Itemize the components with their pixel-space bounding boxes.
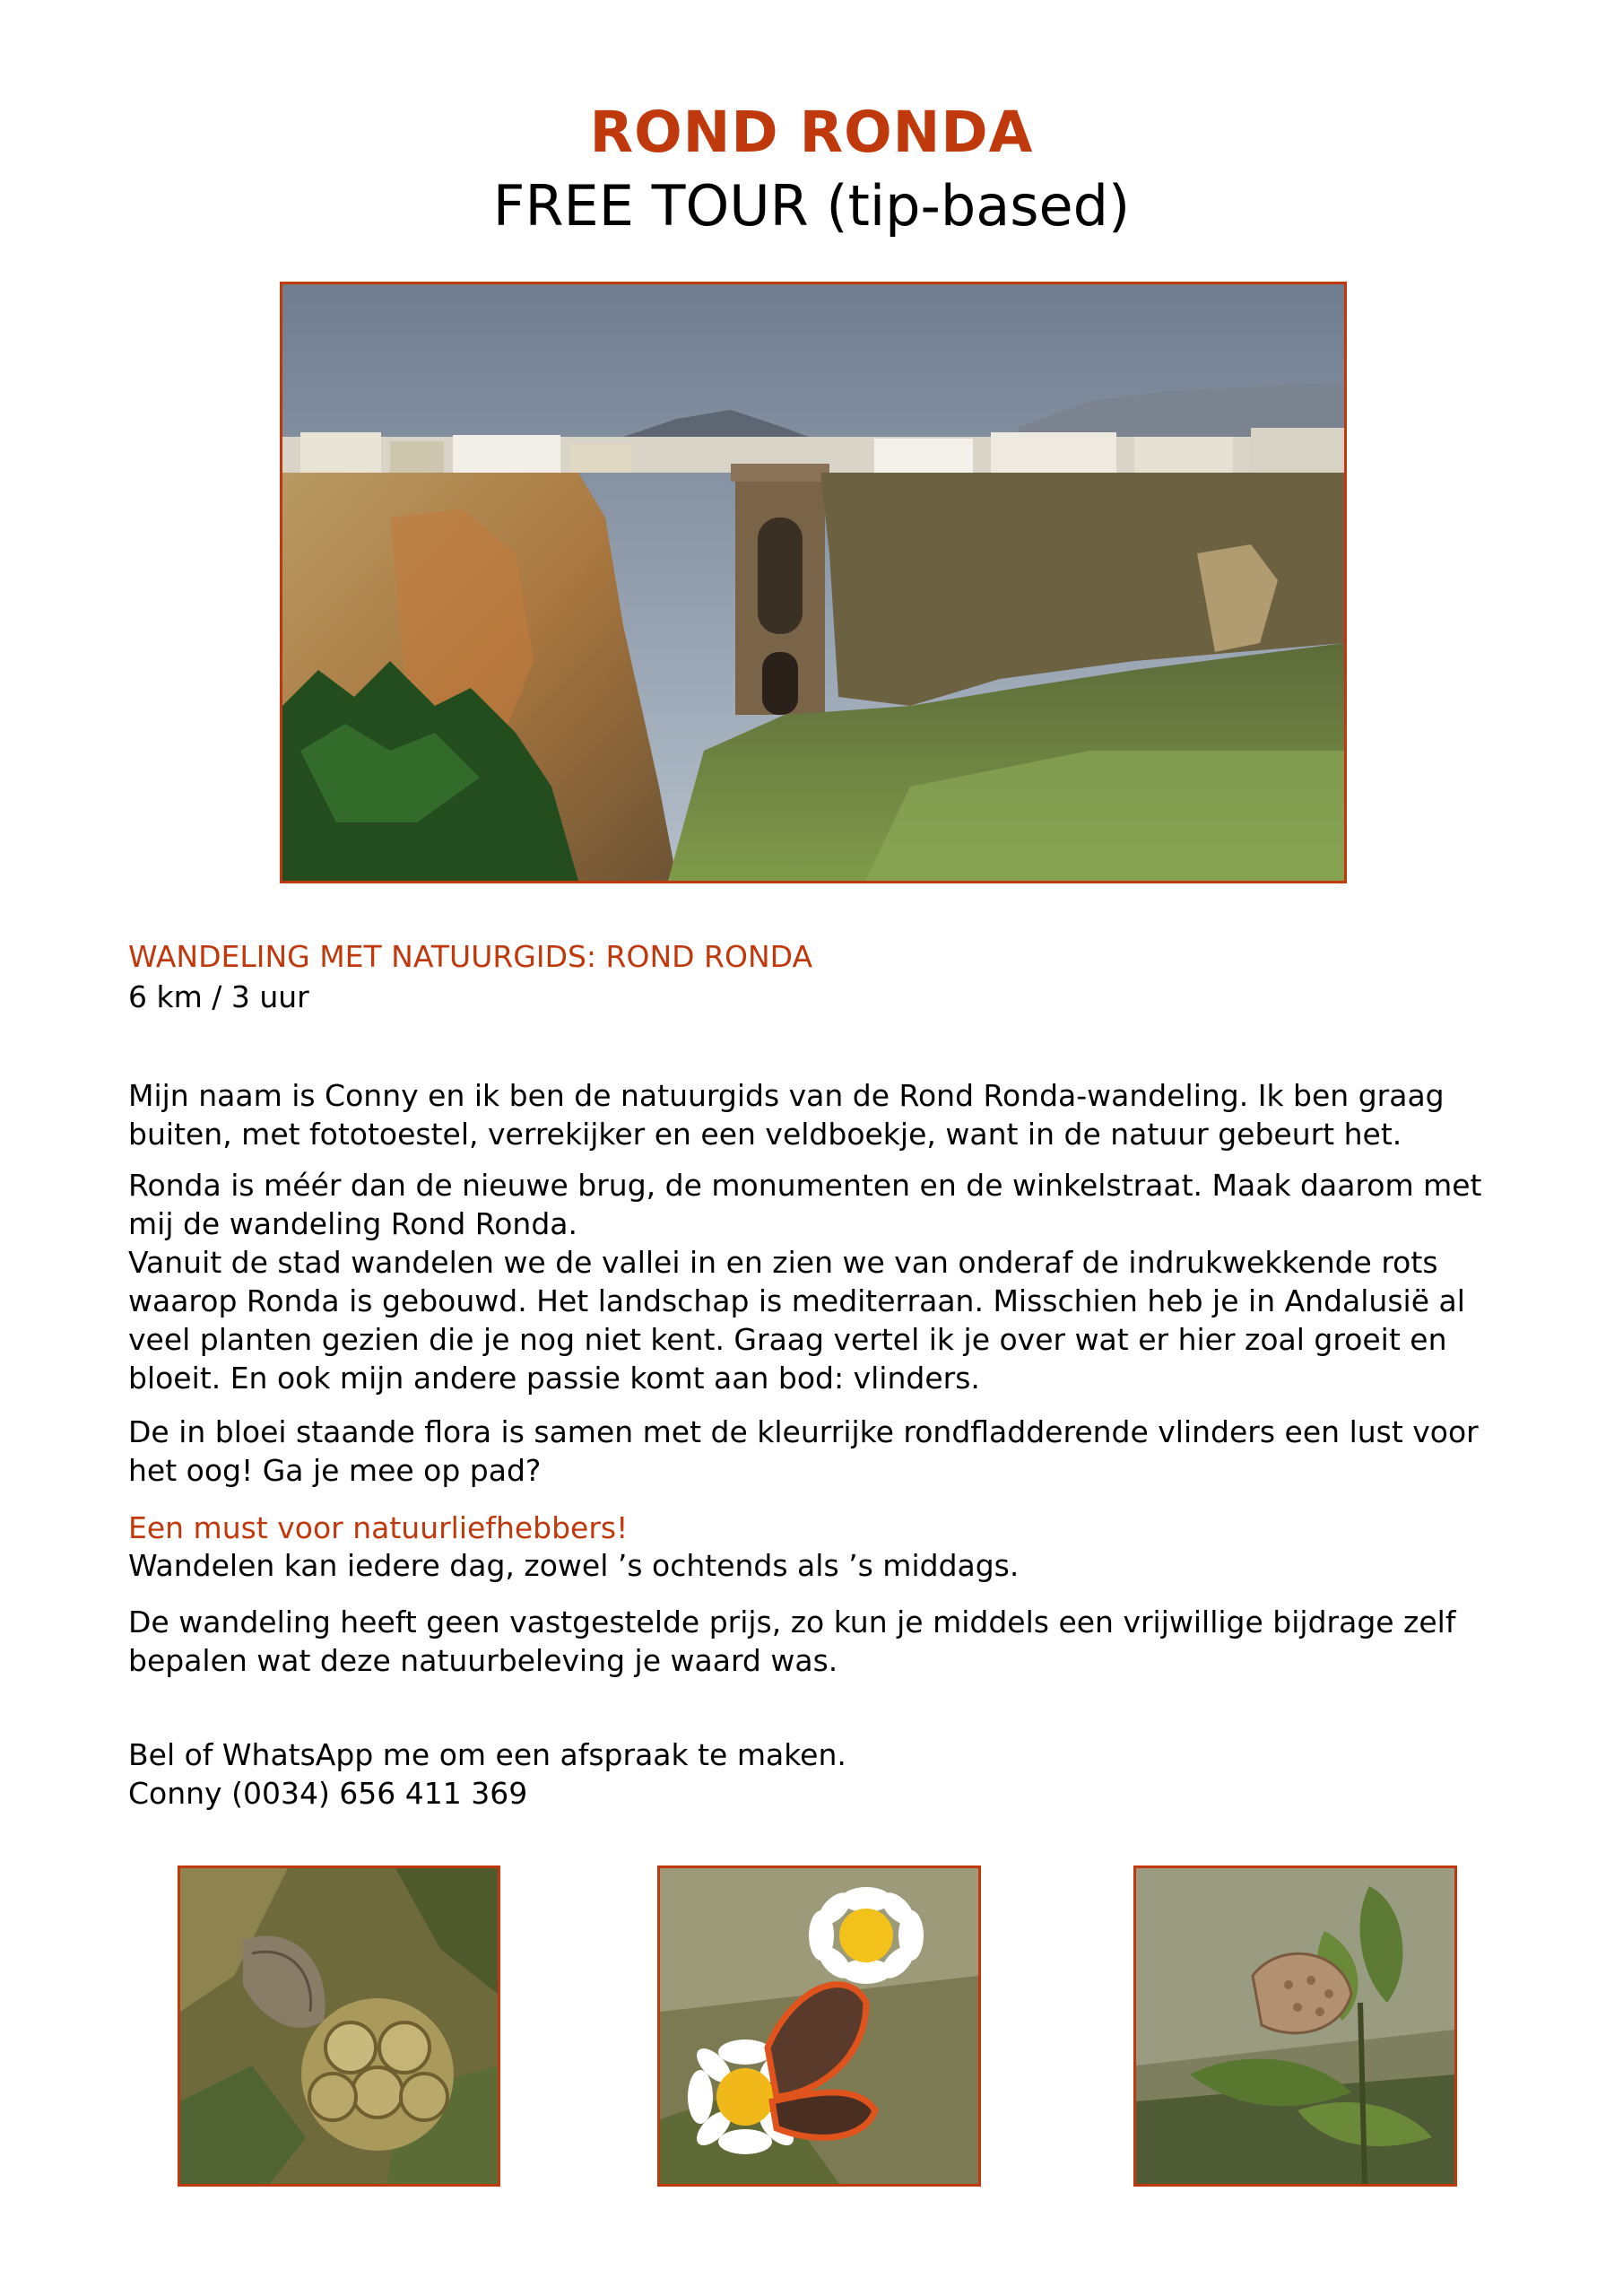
butterfly-photo-1 <box>178 1866 500 2187</box>
ronda-gorge-illustration <box>282 284 1344 881</box>
butterfly-on-seedhead-illustration <box>180 1868 498 2184</box>
butterfly-on-leaves-illustration <box>1136 1868 1454 2184</box>
contact-call-text: Bel of WhatsApp me om een afspraak te maken. <box>128 1737 846 1772</box>
highlight-text: Een must voor natuurliefhebbers! <box>128 1510 629 1545</box>
description-paragraph: Ronda is méér dan de nieuwe brug, de monumenten en de winkelstraat. Maak daarom met mij de wandeling Rond Ronda. Vanuit de stad wandelen we de vallei in en zien we van onderaf de indrukwekkende rots waarop Ronda is gebouwd. Het landschap is mediterraan. Misschien heb je in Andalusië al veel planten gezien die je nog niet kent. Graag vertel ik je over wat er hier zoal groeit en bloeit. En ook mijn andere passie komt aan bod: vlinders. <box>128 1168 1482 1396</box>
schedule-text: Wandelen kan iedere dag, zowel ’s ochtends als ’s middags. <box>128 1548 1020 1583</box>
butterfly-on-daisy-illustration <box>660 1868 978 2184</box>
butterfly-photo-3 <box>1133 1866 1457 2187</box>
price-paragraph: De wandeling heeft geen vastgestelde prijs, zo kun je middels een vrijwillige bijdrage zelf bepalen wat deze natuurbeleving je waard was. <box>128 1605 1456 1678</box>
page-subtitle: FREE TOUR (tip-based) <box>492 173 1131 239</box>
walk-distance: 6 km / 3 uur <box>128 979 309 1014</box>
page-title: ROND RONDA <box>589 100 1034 165</box>
butterfly-photo-2 <box>657 1866 981 2187</box>
contact-phone: Conny (0034) 656 411 369 <box>128 1776 528 1811</box>
flora-paragraph: De in bloei staande flora is samen met de kleurrijke rondfladderende vlinders een lust voor het oog! Ga je mee op pad? <box>128 1414 1479 1488</box>
ronda-gorge-photo <box>280 282 1347 883</box>
intro-paragraph: Mijn naam is Conny en ik ben de natuurgids van de Rond Ronda-wandeling. Ik ben graag buiten, met fototoestel, verrekijker en een veldboekje, want in de natuur gebeurt het. <box>128 1078 1445 1152</box>
walk-heading: WANDELING MET NATUURGIDS: ROND RONDA <box>128 939 813 974</box>
